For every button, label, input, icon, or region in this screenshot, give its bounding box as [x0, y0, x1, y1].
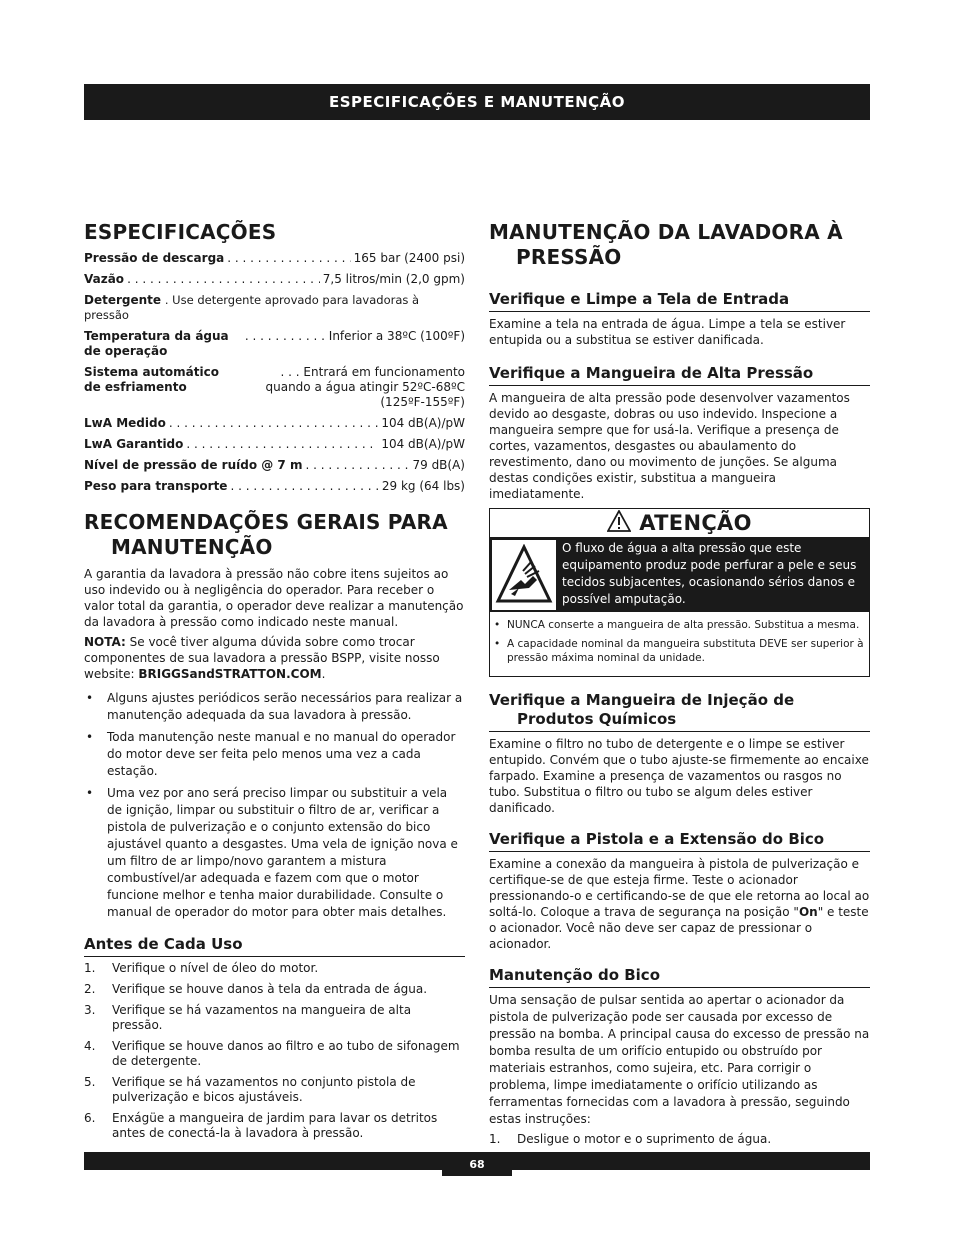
- list-item: • Alguns ajustes periódicos serão necessários para realizar a manutenção adequada da sua lavadora à pressão.: [84, 690, 465, 724]
- gun-text-b: " e teste o acionador. Você não deve ser capaz de pressionar o acionador.: [489, 905, 869, 951]
- hose-text: A mangueira de alta pressão pode desenvolver vazamentos devido ao desgaste, dobras ou uso indevido. Inspecione a mangueira sempre que for usá-la. Verifique a presença de cortes, vazamentos, desgastes ou abaulamento do revestimento, dano ou movimento de junções. Se alguma destas condições existir, substitua a mangueira imediatamente.: [489, 391, 850, 501]
- step-number: 3.: [84, 1003, 96, 1017]
- screen-title: Verifique e Limpe a Tela de Entrada: [489, 290, 870, 312]
- before-use-steps: [84, 961, 465, 1141]
- spec-row: [84, 458, 465, 473]
- step-text: Verifique se houve danos à tela da entrada de água.: [112, 982, 428, 996]
- nozzle-title: Manutenção do Bico: [489, 966, 870, 988]
- maintenance-title-line2: PRESSÃO: [516, 245, 622, 269]
- warning-title: ATENÇÃO: [639, 511, 752, 535]
- dot-leader: [127, 272, 320, 287]
- general-intro: A garantia da lavadora à pressão não cobre itens sujeitos ao uso indevido ou à negligência do operador. Para receber o valor total da garantia, o operador deve realizar a manutenção da lavadora à pressão como indicado neste manual.: [84, 567, 464, 629]
- gun-text-on: On: [798, 905, 818, 919]
- chem-title-line2: Produtos Químicos: [517, 710, 677, 728]
- spec-label: Pressão de descarga: [84, 251, 225, 265]
- gun-text: [489, 856, 870, 952]
- spec-label: Sistema automático de esfriamento: [84, 365, 219, 394]
- step-number: 5.: [84, 1075, 96, 1089]
- warning-list: [490, 612, 869, 676]
- website-link[interactable]: BRIGGSandSTRATTON.COM: [138, 667, 322, 681]
- general-bullets: [84, 690, 465, 921]
- list-item: [84, 1003, 465, 1033]
- list-item: [84, 1075, 465, 1105]
- hose-title: Verifique a Mangueira de Alta Pressão: [489, 364, 870, 386]
- spec-value: 104 dB(A)/pW: [381, 437, 465, 451]
- gun-text-a: Examine a conexão da mangueira à pistola de pulverização e certifique-se de que esteja firme. Teste o acionador pressionando-o e certificando-se de que ele retorna ao local ao soltá-lo. Coloque a trava de segurança na posição ": [489, 857, 870, 919]
- dot-leader: [186, 437, 378, 452]
- warning-box: [489, 508, 870, 677]
- list-item: [489, 1132, 870, 1147]
- note-text: Se você tiver alguma dúvida sobre como trocar componentes de sua lavadora a pressão BSPP, visite nosso website:: [84, 635, 440, 681]
- spec-row: [84, 479, 465, 494]
- spec-value: . . . . . . . . . . . Inferior a 38ºC (100ºF): [244, 329, 465, 343]
- chem-title-line1: Verifique a Mangueira de Injeção de: [489, 691, 795, 709]
- spec-label: Nível de pressão de ruído @ 7 m: [84, 458, 303, 472]
- step-text: Verifique se houve danos ao filtro e ao tubo de sifonagem de detergente.: [112, 1039, 460, 1068]
- spec-label: LwA Medido: [84, 416, 166, 430]
- maintenance-title: [489, 220, 870, 270]
- step-number: 2.: [84, 982, 96, 996]
- note-end: .: [321, 667, 326, 681]
- list-item: [84, 982, 465, 997]
- spec-value: 79 dB(A): [412, 458, 465, 472]
- screen-text: Examine a tela na entrada de água. Limpe a tela se estiver entupida ou a substitua se estiver danificada.: [489, 317, 846, 347]
- spec-value: 165 bar (2400 psi): [353, 251, 465, 265]
- warning-triangle-icon: [607, 510, 631, 536]
- note-label: NOTA:: [84, 635, 126, 649]
- list-item: [84, 961, 465, 976]
- page-number: 68: [442, 1152, 512, 1176]
- step-number: 1.: [84, 961, 96, 975]
- list-item: [84, 1039, 465, 1069]
- gun-title: Verifique a Pistola e a Extensão do Bico: [489, 830, 870, 852]
- dot-leader: [169, 416, 379, 431]
- dot-leader: [230, 479, 378, 494]
- warning-body: [490, 538, 869, 612]
- spec-value: . Use detergente aprovado para lavadoras à pressão: [84, 293, 420, 322]
- dot-leader: [305, 458, 409, 473]
- before-use-title: Antes de Cada Uso: [84, 935, 465, 957]
- list-item: • A capacidade nominal da mangueira substituta DEVE ser superior à pressão máxima nominal da unidade.: [490, 637, 865, 665]
- spec-label: Detergente: [84, 293, 162, 307]
- general-note: [84, 634, 465, 682]
- step-number: 4.: [84, 1039, 96, 1053]
- spec-row: [84, 365, 465, 410]
- list-item: • Toda manutenção neste manual e no manual do operador do motor deve ser feita pelo menos uma vez a cada estação.: [84, 729, 465, 780]
- step-text: Enxágüe a mangueira de jardim para lavar os detritos antes de conectá-la à lavadora à pressão.: [112, 1111, 438, 1140]
- page-header: [84, 84, 870, 120]
- list-item: • NUNCA conserte a mangueira de alta pressão. Substitua a mesma.: [490, 618, 865, 632]
- spec-label: Temperatura da água de operação: [84, 329, 229, 358]
- step-number: 6.: [84, 1111, 96, 1125]
- general-title-line1: RECOMENDAÇÕES GERAIS PARA: [84, 510, 448, 534]
- maintenance-title-line1: MANUTENÇÃO DA LAVADORA À: [489, 220, 843, 244]
- spec-label: Vazão: [84, 272, 125, 286]
- spec-value: 7,5 litros/min (2,0 gpm): [322, 272, 465, 286]
- spec-value: . . . Entrará em funcionamento quando a água atingir 52ºC-68ºC (125ºF-155ºF): [265, 365, 465, 409]
- spec-label: LwA Garantido: [84, 437, 184, 451]
- dot-leader: [227, 251, 350, 266]
- spec-row: [84, 272, 465, 287]
- nozzle-text: Uma sensação de pulsar sentida ao apertar o acionador da pistola de pulverização pode ser causada por excesso de pressão na bomba. A principal causa do excesso de pressão na bomba resulta de um orifício entupido ou obstruído por materiais estranhos, como sujeira, etc. Para corrigir o problema, limpe imediatamente o orifício utilizando as ferramentas fornecidas com a lavadora à pressão, seguindo estas instruções:: [489, 993, 870, 1126]
- header-title: ESPECIFICAÇÕES E MANUTENÇÃO: [329, 93, 625, 111]
- spec-label: Peso para transporte: [84, 479, 228, 493]
- right-column: [489, 220, 870, 1153]
- spec-row: [84, 251, 465, 266]
- spec-row: [84, 293, 465, 323]
- general-title: [84, 510, 465, 560]
- step-text: Verifique se há vazamentos na mangueira de alta pressão.: [112, 1003, 412, 1032]
- spec-row: [84, 329, 465, 359]
- left-column: [84, 220, 465, 1147]
- step-text: Verifique se há vazamentos no conjunto pistola de pulverização e bicos ajustáveis.: [112, 1075, 416, 1104]
- chem-title: [489, 691, 870, 732]
- step-text: Verifique o nível de óleo do motor.: [112, 961, 319, 975]
- specs-title: ESPECIFICAÇÕES: [84, 220, 277, 244]
- injection-hazard-icon: [492, 540, 556, 610]
- step-text: Desligue o motor e o suprimento de água.: [517, 1132, 772, 1146]
- warning-header: [490, 509, 869, 538]
- list-item: [84, 1111, 465, 1141]
- spec-value: 29 kg (64 lbs): [381, 479, 465, 493]
- warning-text: O fluxo de água a alta pressão que este equipamento produz pode perfurar a pele e seus tecidos subjacentes, ocasionando sérios danos e possível amputação.: [562, 541, 857, 606]
- general-title-line2: MANUTENÇÃO: [111, 535, 273, 559]
- nozzle-steps: [489, 1132, 870, 1147]
- chem-text: Examine o filtro no tubo de detergente e o limpe se estiver entupido. Convém que o tubo ajuste-se firmemente ao encaixe farpado. Examine a presença de vazamentos ou rasgos no tubo. Substitua o filtro ou tubo se algum deles estiver danificado.: [489, 737, 869, 815]
- spec-value: 104 dB(A)/pW: [381, 416, 465, 430]
- step-number: 1.: [489, 1132, 501, 1146]
- list-item: • Uma vez por ano será preciso limpar ou substituir a vela de ignição, limpar ou substituir o filtro de ar, verificar a pistola de pulverização e o conjunto extensão do bico ajustável quanto a desgastes. Uma vela de ignição nova e um filtro de ar limpo/novo garantem a mistura combustível/ar adequada e fazem com que o motor funcione melhor e tenha maior durabilidade. Consulte o manual de operador do motor para obter mais detalhes.: [84, 785, 465, 921]
- spec-row: [84, 437, 465, 452]
- spec-row: [84, 416, 465, 431]
